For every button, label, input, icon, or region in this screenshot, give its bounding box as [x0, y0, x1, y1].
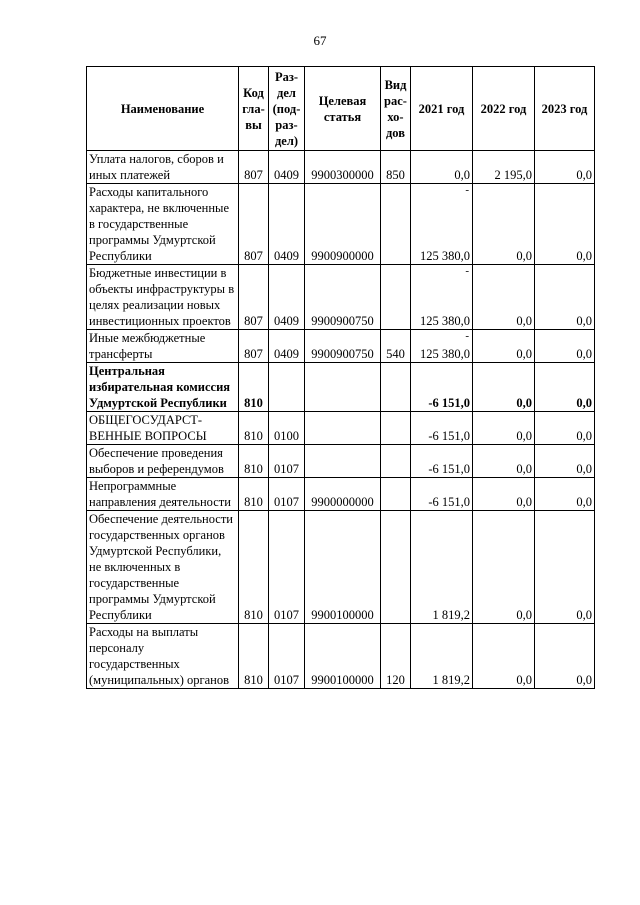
- row-name: Обеспечение проведения выборов и референдумов: [87, 445, 239, 478]
- row-name: Непрограммные направления деятельности: [87, 478, 239, 511]
- row-chapter: 810: [239, 511, 269, 624]
- row-target: [305, 363, 381, 412]
- table-row: [87, 265, 595, 330]
- row-name: Иные межбюджетные трансферты: [87, 330, 239, 363]
- row-2023: 0,0: [535, 478, 595, 511]
- row-expense: [381, 478, 411, 511]
- table-row: [87, 363, 595, 412]
- row-section: 0107: [269, 445, 305, 478]
- table-row: [87, 511, 595, 624]
- row-2023: 0,0: [535, 511, 595, 624]
- row-2021-cell: [411, 330, 473, 363]
- row-target: 9900100000: [305, 511, 381, 624]
- row-2022: 0,0: [473, 478, 535, 511]
- row-name: Уплата налогов, сборов и иных платежей: [87, 151, 239, 184]
- row-2021: 1 819,2: [411, 511, 473, 624]
- row-expense: [381, 265, 411, 330]
- row-chapter: 810: [239, 624, 269, 689]
- row-2021: -6 151,0: [411, 445, 473, 478]
- row-2022: 0,0: [473, 265, 535, 330]
- row-2023: 0,0: [535, 184, 595, 265]
- row-2023: 0,0: [535, 265, 595, 330]
- row-name: Расходы капитального характера, не включенные в государственные программы Удмуртской Республики: [87, 184, 239, 265]
- dash-mark: -: [465, 184, 469, 196]
- row-2023: 0,0: [535, 624, 595, 689]
- row-section: 0409: [269, 330, 305, 363]
- header-name: Наименование: [87, 67, 239, 151]
- row-section: 0107: [269, 478, 305, 511]
- row-section: 0409: [269, 184, 305, 265]
- row-chapter: 810: [239, 445, 269, 478]
- row-target: 9900300000: [305, 151, 381, 184]
- row-name: Обеспечение деятельности государственных органов Удмуртской Республики, не включенных в государственные программы Удмуртской Республики: [87, 511, 239, 624]
- row-2023: 0,0: [535, 363, 595, 412]
- row-expense: 120: [381, 624, 411, 689]
- row-name: Бюджетные инвестиции в объекты инфраструктуры в целях реализации новых инвестиционных проектов: [87, 265, 239, 330]
- page-number: 67: [313, 33, 327, 48]
- row-target: 9900900750: [305, 330, 381, 363]
- row-2021: 125 380,0: [420, 314, 470, 328]
- row-2022: 0,0: [473, 412, 535, 445]
- header-2023: 2023 год: [535, 67, 595, 151]
- header-section: Раз- дел (под- раз- дел): [269, 67, 305, 151]
- row-2023: 0,0: [535, 151, 595, 184]
- row-expense: [381, 445, 411, 478]
- row-2023: 0,0: [535, 330, 595, 363]
- row-chapter: 807: [239, 265, 269, 330]
- row-section: 0107: [269, 511, 305, 624]
- row-target: 9900900750: [305, 265, 381, 330]
- row-expense: [381, 412, 411, 445]
- row-chapter: 807: [239, 184, 269, 265]
- row-section: 0409: [269, 265, 305, 330]
- table-row: [87, 624, 595, 689]
- dash-mark: -: [465, 265, 469, 277]
- table-row: [87, 445, 595, 478]
- row-2021: -6 151,0: [411, 478, 473, 511]
- header-chapter: Код гла- вы: [239, 67, 269, 151]
- row-name: Центральная избирательная комиссия Удмуртской Республики: [87, 363, 239, 412]
- row-2023: 0,0: [535, 445, 595, 478]
- row-2023: 0,0: [535, 412, 595, 445]
- header-2021: 2021 год: [411, 67, 473, 151]
- row-expense: [381, 363, 411, 412]
- row-chapter: 810: [239, 412, 269, 445]
- row-2022: 0,0: [473, 330, 535, 363]
- row-section: 0100: [269, 412, 305, 445]
- row-2022: 0,0: [473, 184, 535, 265]
- row-target: [305, 445, 381, 478]
- row-target: 9900000000: [305, 478, 381, 511]
- row-chapter: 807: [239, 330, 269, 363]
- row-2022: 0,0: [473, 511, 535, 624]
- row-2021-cell: [411, 184, 473, 265]
- row-expense: [381, 184, 411, 265]
- row-2021-cell: [411, 265, 473, 330]
- row-target: [305, 412, 381, 445]
- row-expense: 850: [381, 151, 411, 184]
- dash-mark: -: [465, 330, 469, 342]
- row-expense: [381, 511, 411, 624]
- row-2021: 125 380,0: [420, 347, 470, 361]
- row-2022: 2 195,0: [473, 151, 535, 184]
- table-row: [87, 478, 595, 511]
- row-2022: 0,0: [473, 624, 535, 689]
- row-2021: 1 819,2: [411, 624, 473, 689]
- header-2022: 2022 год: [473, 67, 535, 151]
- row-2022: 0,0: [473, 445, 535, 478]
- table-row: [87, 330, 595, 363]
- header-expense: Вид рас- хо- дов: [381, 67, 411, 151]
- budget-table: [86, 66, 595, 689]
- row-2021: -6 151,0: [411, 363, 473, 412]
- row-target: 9900100000: [305, 624, 381, 689]
- row-expense: 540: [381, 330, 411, 363]
- row-2021: -6 151,0: [411, 412, 473, 445]
- row-name: ОБЩЕГОСУДАРСТ-ВЕННЫЕ ВОПРОСЫ: [87, 412, 239, 445]
- row-section: 0409: [269, 151, 305, 184]
- table-row: [87, 412, 595, 445]
- row-chapter: 807: [239, 151, 269, 184]
- row-2022: 0,0: [473, 363, 535, 412]
- row-2021: 125 380,0: [420, 249, 470, 263]
- row-section: [269, 363, 305, 412]
- table-row: [87, 151, 595, 184]
- row-section: 0107: [269, 624, 305, 689]
- row-target: 9900900000: [305, 184, 381, 265]
- table-row: [87, 184, 595, 265]
- row-2021: 0,0: [411, 151, 473, 184]
- row-chapter: 810: [239, 478, 269, 511]
- row-chapter: 810: [239, 363, 269, 412]
- header-target: Целевая статья: [305, 67, 381, 151]
- row-name: Расходы на выплаты персоналу государственных (муниципальных) органов: [87, 624, 239, 689]
- header-row: [87, 67, 595, 151]
